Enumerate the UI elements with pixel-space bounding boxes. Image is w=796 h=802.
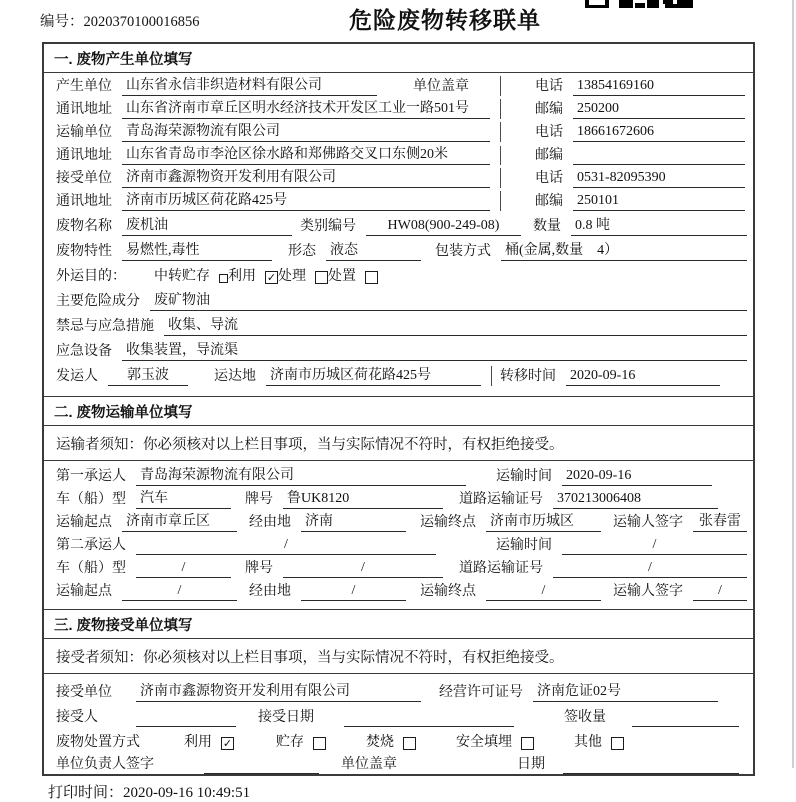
waste-traits-value: 易燃性,毒性 — [122, 241, 272, 261]
emergency-equipment-row — [44, 336, 753, 361]
route2-end-label: 运输终点 — [420, 584, 476, 599]
route2-via-value: / — [301, 581, 406, 601]
category-code-label: 类别编号 — [300, 219, 356, 234]
checkbox-disposal-incinerate — [403, 737, 416, 750]
receiver-unit-label: 接受单位 — [56, 171, 112, 186]
receiver-phone-value: 0531-82095390 — [573, 168, 745, 188]
checkbox-dispose — [365, 271, 378, 284]
disposal-option-incinerate — [366, 733, 416, 752]
carrier1-value: 青岛海荣源物流有限公司 — [136, 466, 466, 486]
form-label: 形态 — [288, 244, 316, 259]
vehicle2-license-value: / — [553, 558, 747, 578]
accept-unit-row — [44, 674, 753, 702]
route1-start-label: 运输起点 — [56, 515, 112, 530]
section1-header: 一. 废物产生单位填写 — [44, 44, 753, 73]
route1-sign-label: 运输人签字 — [613, 515, 683, 530]
vehicle2-type-value: / — [136, 558, 231, 578]
serial-label: 编号： — [40, 14, 84, 30]
destination-label: 运达地 — [214, 369, 256, 384]
carrier2-value: / — [136, 535, 436, 555]
form-value: 液态 — [326, 241, 421, 261]
print-time-label: 打印时间： — [48, 785, 124, 801]
qr-code-fragment — [585, 0, 697, 8]
producer-address-row — [44, 96, 753, 119]
route2-start-value: / — [122, 581, 237, 601]
receiver-phone-label: 电话 — [535, 171, 563, 186]
route2-end-value: / — [486, 581, 601, 601]
disposal-option-other — [574, 733, 624, 752]
waste-traits-label: 废物特性 — [56, 244, 112, 259]
packing-value: 桶(金属,数量 4） — [501, 241, 747, 261]
receiver-unit-value: 济南市鑫源物资开发利用有限公司 — [122, 168, 490, 188]
section1-detail-rows — [44, 211, 753, 396]
carrier1-time-label: 运输时间 — [496, 469, 552, 484]
disposal-option-landfill — [456, 733, 534, 752]
vehicle1-row — [44, 486, 753, 509]
dispatcher-label: 发运人 — [56, 369, 98, 384]
outbound-purpose-label: 外运目的： — [56, 269, 126, 284]
transporter-unit-label: 运输单位 — [56, 125, 112, 140]
print-time-value: 2020-09-16 10:49:51 — [123, 785, 251, 801]
producer-unit-value: 山东省永信非织造材料有限公司 — [122, 76, 377, 96]
route1-row — [44, 509, 753, 532]
main-hazard-value: 废矿物油 — [150, 291, 747, 311]
producer-unit-label: 产生单位 — [56, 79, 112, 94]
route1-end-value: 济南市历城区 — [486, 512, 601, 532]
disposal-option-label: 其他 — [574, 735, 602, 750]
checkbox-disposal-other — [611, 737, 624, 750]
main-hazard-label: 主要危险成分 — [56, 294, 140, 309]
transporter-phone-label: 电话 — [535, 125, 563, 140]
producer-phone-label: 电话 — [535, 79, 563, 94]
operating-license-value: 济南危证02号 — [533, 682, 718, 702]
vehicle2-type-label: 车（船）型 — [56, 561, 126, 576]
purpose-option-transfer-storage — [154, 267, 228, 286]
vehicle1-plate-label: 牌号 — [245, 492, 273, 507]
receiver-unit-row — [44, 165, 753, 188]
unit-seal2-label: 单位盖章 — [341, 757, 397, 772]
receiver-address-label: 通讯地址 — [56, 194, 112, 209]
serial-number — [40, 10, 200, 31]
unit-seal-label: 单位盖章 — [413, 79, 469, 94]
receiver-address-value: 济南市历城区荷花路425号 — [122, 191, 490, 211]
section2-header: 二. 废物运输单位填写 — [44, 396, 753, 426]
producer-zip-value: 250200 — [573, 99, 745, 119]
quantity-label: 数量 — [533, 219, 561, 234]
vehicle1-license-label: 道路运输证号 — [459, 492, 543, 507]
emergency-equipment-label: 应急设备 — [56, 344, 112, 359]
section1-contact-rows — [44, 73, 753, 211]
responsible-sign-label: 单位负责人签字 — [56, 757, 154, 772]
section2-notice: 运输者须知：你必须核对以上栏目事项，当与实际情况不符时，有权拒绝接受。 — [44, 426, 753, 461]
disposal-option-utilize — [184, 733, 234, 752]
receiver-zip-label: 邮编 — [535, 194, 563, 209]
waste-name-label: 废物名称 — [56, 219, 112, 234]
carrier2-time-label: 运输时间 — [496, 538, 552, 553]
receiver-address-row — [44, 188, 753, 211]
main-hazard-row — [44, 286, 753, 311]
disposal-option-label: 贮存 — [276, 735, 304, 750]
vehicle2-row — [44, 555, 753, 578]
section3-header: 三. 废物接受单位填写 — [44, 609, 753, 639]
waste-name-value: 废机油 — [122, 216, 292, 236]
accept-unit-label: 接受单位 — [56, 685, 112, 700]
date-label: 日期 — [517, 757, 545, 772]
emergency-measures-value: 收集、导流 — [164, 316, 747, 336]
transporter-phone-value: 18661672606 — [573, 122, 745, 142]
section2-rows — [44, 461, 753, 609]
purpose-option-dispose — [328, 267, 378, 286]
operating-license-label: 经营许可证号 — [439, 685, 523, 700]
acceptor-value — [136, 708, 236, 727]
route1-end-label: 运输终点 — [420, 515, 476, 530]
vehicle1-type-value: 汽车 — [136, 489, 231, 509]
document-header — [0, 0, 796, 38]
disposal-method-row — [44, 727, 753, 752]
transfer-time-value: 2020-09-16 — [566, 366, 720, 386]
waste-traits-row — [44, 236, 753, 261]
dispatcher-value: 郭玉波 — [108, 366, 188, 386]
checkbox-disposal-utilize: ✓ — [222, 737, 233, 750]
checkbox-disposal-store — [313, 737, 326, 750]
carrier1-time-value: 2020-09-16 — [562, 466, 712, 486]
transporter-address-label: 通讯地址 — [56, 148, 112, 163]
transporter-address-value: 山东省青岛市李沧区徐水路和郑佛路交叉口东侧20米 — [122, 145, 490, 165]
route1-start-value: 济南市章丘区 — [122, 512, 237, 532]
carrier1-row — [44, 461, 753, 486]
manifest-form — [42, 42, 755, 776]
transporter-zip-label: 邮编 — [535, 148, 563, 163]
page-title: 危险废物转移联单 — [349, 8, 541, 33]
route2-start-label: 运输起点 — [56, 584, 112, 599]
receiver-zip-value: 250101 — [573, 191, 745, 211]
quantity-value: 0.8 吨 — [571, 216, 747, 236]
purpose-option-utilize — [228, 267, 278, 286]
carrier1-label: 第一承运人 — [56, 469, 126, 484]
section3-notice: 接受者须知：你必须核对以上栏目事项，当与实际情况不符时，有权拒绝接受。 — [44, 639, 753, 674]
route2-via-label: 经由地 — [249, 584, 291, 599]
vehicle1-plate-value: 鲁UK8120 — [283, 489, 443, 509]
accept-unit-value: 济南市鑫源物资开发利用有限公司 — [136, 682, 421, 702]
checkbox-transfer-storage — [219, 274, 228, 283]
transporter-zip-value — [573, 146, 745, 165]
vehicle1-license-value: 370213006408 — [553, 489, 718, 509]
signed-amount-value — [632, 708, 739, 727]
purpose-option-label: 处理 — [278, 269, 306, 284]
transporter-address-row — [44, 142, 753, 165]
category-code-value: HW08(900-249-08) — [366, 216, 521, 236]
outbound-purpose-row — [44, 261, 753, 286]
producer-zip-label: 邮编 — [535, 102, 563, 117]
dispatch-row — [44, 361, 753, 386]
responsible-sign-value — [204, 755, 319, 774]
producer-phone-value: 13854169160 — [573, 76, 745, 96]
disposal-option-label: 焚烧 — [366, 735, 394, 750]
vehicle2-license-label: 道路运输证号 — [459, 561, 543, 576]
purpose-option-label: 利用 — [228, 269, 256, 284]
print-time — [48, 781, 796, 802]
route2-row — [44, 578, 753, 601]
vehicle2-plate-value: / — [283, 558, 443, 578]
transfer-time-label: 转移时间 — [500, 369, 556, 384]
signoff-row — [44, 752, 753, 774]
acceptor-label: 接受人 — [56, 710, 98, 725]
route1-via-value: 济南 — [301, 512, 406, 532]
producer-unit-row — [44, 73, 753, 96]
disposal-option-label: 安全填埋 — [456, 735, 512, 750]
purpose-option-treat — [278, 267, 328, 286]
purpose-option-label: 中转贮存 — [154, 269, 210, 284]
route1-sign-value: 张春雷 — [693, 512, 747, 532]
vehicle1-type-label: 车（船）型 — [56, 492, 126, 507]
serial-value: 2020370100016856 — [83, 14, 200, 30]
carrier2-row — [44, 532, 753, 555]
destination-value: 济南市历城区荷花路425号 — [266, 366, 481, 386]
signed-amount-label: 签收量 — [564, 710, 606, 725]
disposal-option-store — [276, 733, 326, 752]
accept-date-value — [344, 708, 514, 727]
route2-sign-label: 运输人签字 — [613, 584, 683, 599]
transfer-time-cell — [491, 366, 726, 386]
accept-date-label: 接受日期 — [258, 710, 314, 725]
window-edge — [792, 0, 794, 768]
disposal-option-label: 利用 — [184, 735, 212, 750]
route1-via-label: 经由地 — [249, 515, 291, 530]
carrier2-label: 第二承运人 — [56, 538, 126, 553]
emergency-measures-row — [44, 311, 753, 336]
waste-name-row — [44, 211, 753, 236]
emergency-equipment-value: 收集装置，导流渠 — [122, 341, 747, 361]
producer-address-value: 山东省济南市章丘区明水经济技术开发区工业一路501号 — [122, 99, 490, 119]
carrier2-time-value: / — [562, 535, 747, 555]
section3-rows — [44, 674, 753, 774]
checkbox-utilize: ✓ — [266, 271, 277, 284]
transporter-unit-value: 青岛海荣源物流有限公司 — [122, 122, 490, 142]
route2-sign-value: / — [693, 581, 747, 601]
emergency-measures-label: 禁忌与应急措施 — [56, 319, 154, 334]
checkbox-treat — [315, 271, 328, 284]
disposal-method-label: 废物处置方式 — [56, 735, 140, 750]
producer-address-label: 通讯地址 — [56, 102, 112, 117]
checkbox-disposal-landfill — [521, 737, 534, 750]
packing-label: 包装方式 — [435, 244, 491, 259]
purpose-option-label: 处置 — [328, 269, 356, 284]
acceptance-row — [44, 702, 753, 727]
date-value — [563, 755, 739, 774]
vehicle2-plate-label: 牌号 — [245, 561, 273, 576]
transporter-unit-row — [44, 119, 753, 142]
